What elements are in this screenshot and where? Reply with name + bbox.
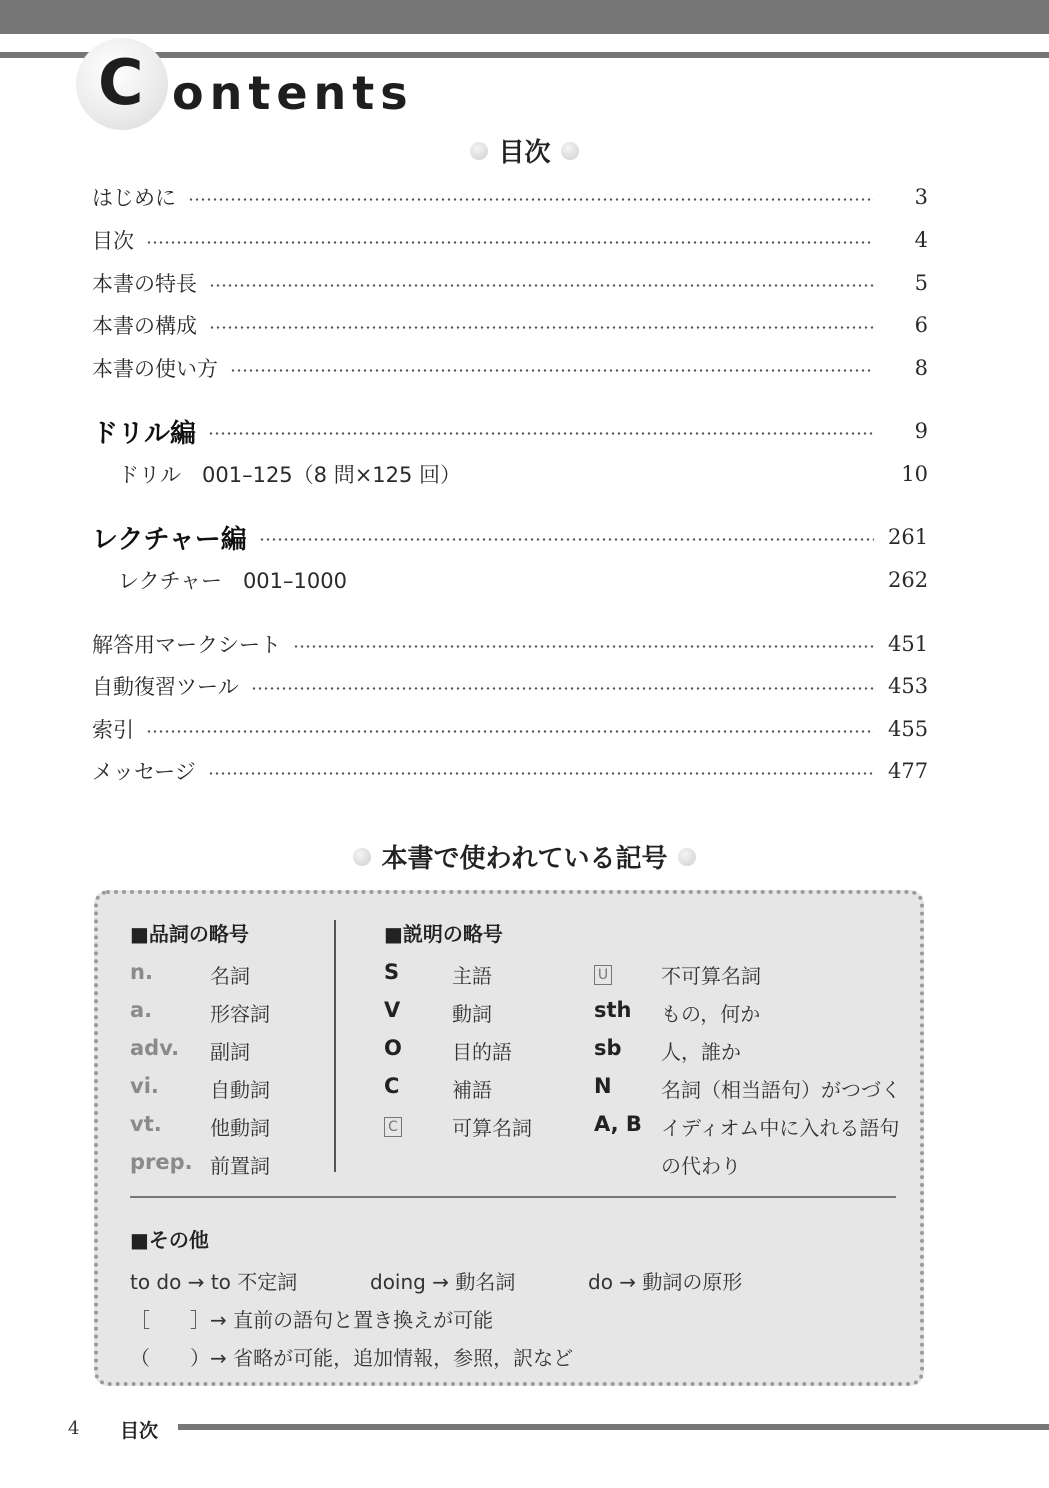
top-bar [0,0,1049,34]
page-number: 4 [68,1418,80,1439]
expl-symbol: C [384,1074,400,1098]
uncountable-noun-icon: U [594,965,612,985]
title-initial: C [98,46,144,119]
toc-label: 自動復習ツール [92,675,239,699]
expl-meaning: イディオム中に入れる語句 [661,1116,900,1140]
expl-meaning: もの，何か [661,1002,761,1026]
dot-leader [208,772,874,775]
toc-page: 4 [914,228,928,252]
expl-meaning: 動詞 [452,1002,492,1026]
pos-meaning: 名詞 [210,964,250,988]
toc-page: 5 [914,271,928,295]
toc-label: メッセージ [92,760,196,784]
expl-symbol: A, B [594,1112,642,1136]
toc-page: 6 [914,313,928,337]
expl-meaning: 補語 [452,1078,492,1102]
expl-symbol-boxed [384,1112,402,1137]
other-item: doing → 動名詞 [370,1270,516,1294]
dot-leader [209,284,874,287]
dot-leader [293,645,874,648]
toc-page: 3 [914,185,928,209]
pos-meaning: 前置詞 [210,1154,270,1178]
toc-label: レクチャー 001–1000 [118,569,347,593]
expl-meaning: 可算名詞 [452,1116,532,1140]
toc-page: 261 [888,525,929,549]
page-title: ontents [172,66,414,120]
toc-entry[interactable] [92,351,928,385]
toc-label: ドリル 001–125（8 問×125 回） [118,463,462,487]
dot-leader [251,687,874,690]
dot-leader [209,326,874,329]
toc-subentry[interactable] [118,457,928,491]
pos-abbr: n. [130,960,153,984]
dot-leader [230,369,874,372]
expl-symbol: sth [594,998,632,1022]
toc-label: 索引 [92,718,134,742]
toc-page: 8 [914,356,928,380]
toc-subentry[interactable] [118,563,928,597]
pos-meaning: 副詞 [210,1040,250,1064]
toc-label: 本書の特長 [92,272,197,296]
pos-abbr: a. [130,998,153,1022]
pos-meaning: 自動詞 [210,1078,270,1102]
pos-meaning: 他動詞 [210,1116,270,1140]
toc-page: 451 [888,632,929,656]
toc-entry[interactable] [92,180,928,214]
expl-symbol-boxed [594,960,612,985]
dot-leader [208,432,874,435]
expl-meaning: 不可算名詞 [661,964,761,988]
other-item: ［ ］→ 直前の語句と置き換えが可能 [130,1308,494,1332]
dot-leader [146,241,874,244]
dot-leader [188,198,874,201]
bullet-icon [678,848,696,866]
toc-entry[interactable] [92,754,928,788]
toc-section-label: レクチャー編 [92,524,247,555]
toc-page: 453 [888,674,929,698]
toc-entry[interactable] [92,266,928,300]
expl-meaning: 目的語 [452,1040,512,1064]
expl-symbol: S [384,960,400,984]
legend-box [94,890,924,1386]
pos-abbr: adv. [130,1036,180,1060]
expl-meaning: 人，誰か [661,1040,741,1064]
toc-label: はじめに [92,186,176,210]
toc-section-label: ドリル編 [92,418,197,449]
expl-meaning: 名詞（相当語句）がつづく [661,1078,901,1102]
dot-leader [259,538,874,541]
toc-label: 本書の構成 [92,314,197,338]
bullet-icon [561,142,579,160]
toc-entry[interactable] [92,223,928,257]
toc-entry[interactable] [92,627,928,661]
toc-entry[interactable] [92,669,928,703]
pos-abbr: vt. [130,1112,162,1136]
pos-abbr: prep. [130,1150,193,1174]
expl-symbol: sb [594,1036,622,1060]
other-item: do → 動詞の原形 [588,1270,743,1294]
section-divider [130,1196,896,1198]
bullet-icon [470,142,488,160]
toc-page: 262 [888,568,929,592]
toc-section-drill[interactable] [92,414,928,448]
countable-noun-icon: C [384,1117,402,1137]
expl-symbol: N [594,1074,612,1098]
pos-abbr: vi. [130,1074,159,1098]
expl-symbol: O [384,1036,402,1060]
toc-label: 本書の使い方 [92,357,218,381]
footer-label: 目次 [120,1420,159,1442]
toc-page: 477 [888,759,929,783]
toc-label: 解答用マークシート [92,633,281,657]
expl-symbol: V [384,998,401,1022]
dot-leader [146,730,874,733]
legend-title [0,838,1049,875]
other-item: to do → to 不定詞 [130,1270,298,1294]
expl-heading: ■説明の略号 [384,922,503,946]
subtitle [0,132,1049,169]
toc-page: 10 [901,462,928,486]
toc-entry[interactable] [92,712,928,746]
pos-meaning: 形容詞 [210,1002,270,1026]
footer-bar [178,1424,1049,1430]
other-item: （ ）→ 省略が可能，追加情報，参照，訳など [130,1346,574,1370]
bullet-icon [353,848,371,866]
other-heading: ■その他 [130,1228,209,1252]
subtitle-text: 目次 [498,138,551,168]
expl-meaning: 主語 [452,964,492,988]
pos-heading: ■品詞の略号 [130,922,249,946]
toc-page: 455 [888,717,929,741]
legend-title-text: 本書で使われている記号 [381,844,668,874]
toc-section-lecture[interactable] [92,520,928,554]
toc-entry[interactable] [92,308,928,342]
expl-meaning-cont: の代わり [661,1154,741,1178]
toc-page: 9 [914,419,928,443]
toc-label: 目次 [92,229,134,253]
column-divider [334,920,336,1172]
